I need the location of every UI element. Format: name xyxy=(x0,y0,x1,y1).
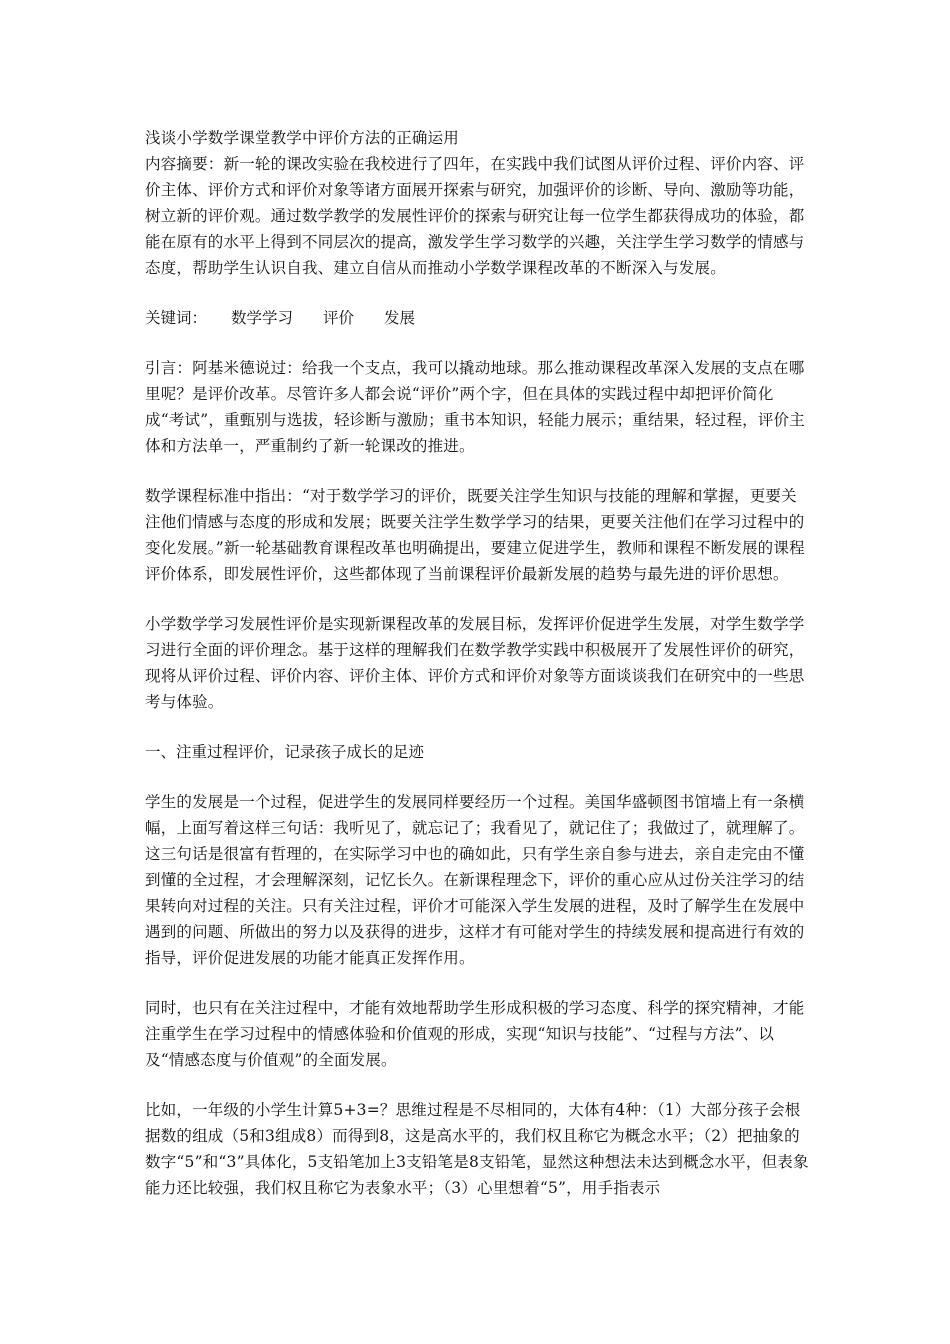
section-paragraph: 比如，一年级的小学生计算5+3=？思维过程是不尽相同的，大体有4种：（1）大部分孩子会根据数的组成（5和3组成8）而得到8，这是高水平的，我们权且称它为概念水平；（2）把抽象的数字“5”和“3”具体化，5支铅笔加上3支铅笔是8支铅笔，显然这种想法未达到概念水平，但表象能力还比较强，我们权且称它为表象水平；（3）心里想着“5”，用手指表示 xyxy=(145,1101,809,1197)
keyword-item: 发展 xyxy=(384,309,416,327)
section-paragraph: 学生的发展是一个过程，促进学生的发展同样要经历一个过程。美国华盛顿图书馆墙上有一条横幅，上面写着这样三句话：我听见了，就忘记了；我看见了，就记住了；我做过了，就理解了。这三句话是很富有哲理的，在实际学习中也的确如此，只有学生亲自参与进去，亲自走完由不懂到懂的全过程，才会理解深刻，记忆长久。在新课程理念下，评价的重心应从过份关注学习的结果转向对过程的关注。只有关注过程，评价才可能深入学生发展的进程，及时了解学生在发展中遇到的问题、所做出的努力以及获得的进步，这样才有可能对学生的持续发展和提高进行有效的指导，评价促进发展的功能才能真正发挥作用。 xyxy=(145,793,805,967)
concept-paragraph: 小学数学学习发展性评价是实现新课程改革的发展目标，发挥评价促进学生发展，对学生数学学习进行全面的评价理念。基于这样的理解我们在数学教学实践中积极展开了发展性评价的研究，现将从评价过程、评价内容、评价主体、评价方式和评价对象等方面谈谈我们在研究中的一些思考与体验。 xyxy=(145,615,805,711)
keyword-item: 数学学习 xyxy=(231,309,294,327)
keywords-line xyxy=(145,305,810,331)
standard-paragraph: 数学课程标准中指出：“对于数学学习的评价，既要关注学生知识与技能的理解和掌握，更要关注他们情感与态度的形成和发展；既要关注学生数学学习的结果，更要关注他们在学习过程中的变化发展。”新一轮基础教育课程改革也明确提出，要建立促进学生，教师和课程不断发展的课程评价体系，即发展性评价，这些都体现了当前课程评价最新发展的趋势与最先进的评价思想。 xyxy=(145,487,805,583)
intro-paragraph: 引言：阿基米德说过：给我一个支点，我可以撬动地球。那么推动课程改革深入发展的支点在哪里呢？是评价改革。尽管许多人都会说“评价”两个字，但在具体的实践过程中却把评价简化成“考试”，重甄别与选拔，轻诊断与激励；重书本知识，轻能力展示；重结果，轻过程，评价主体和方法单一，严重制约了新一轮课改的推进。 xyxy=(145,359,805,455)
section-paragraph: 同时，也只有在关注过程中，才能有效地帮助学生形成积极的学习态度、科学的探究精神，才能注重学生在学习过程中的情感体验和价值观的形成，实现“知识与技能”、“过程与方法”、以及“情感态度与价值观”的全面发展。 xyxy=(145,999,805,1069)
document-page xyxy=(145,125,810,1225)
section-heading: 一、注重过程评价，记录孩子成长的足迹 xyxy=(145,743,425,761)
abstract-paragraph: 内容摘要：新一轮的课改实验在我校进行了四年，在实践中我们试图从评价过程、评价内容、评价主体、评价方式和评价对象等诸方面展开探索与研究，加强评价的诊断、导向、激励等功能，树立新的评价观。通过数学教学的发展性评价的探索与研究让每一位学生都获得成功的体验，都能在原有的水平上得到不同层次的提高，激发学生学习数学的兴趣，关注学生学习数学的情感与态度，帮助学生认识自我、建立自信从而推动小学数学课程改革的不断深入与发展。 xyxy=(145,155,805,277)
keyword-item: 评价 xyxy=(323,309,355,327)
document-title: 浅谈小学数学课堂教学中评价方法的正确运用 xyxy=(145,129,460,147)
keywords-label: 关键词： xyxy=(145,309,208,327)
